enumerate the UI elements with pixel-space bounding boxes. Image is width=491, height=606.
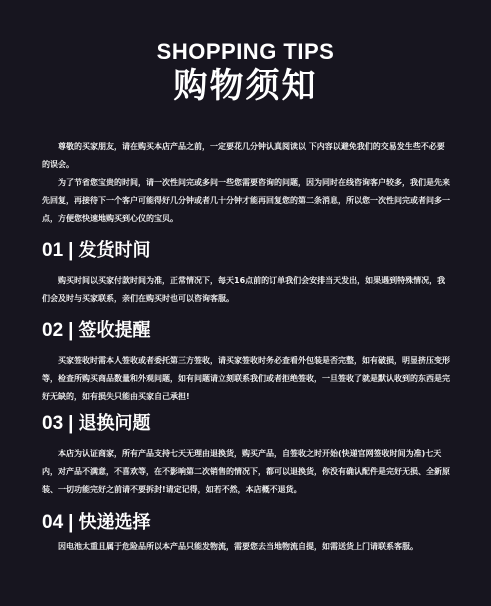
section-body: 因电池太重且属于危险品所以本产品只能发物流，需要您去当地物流自提，如需送货上门请联系客服。 [58, 542, 418, 551]
intro-paragraph-2: 为了节省您宝贵的时间，请一次性问完或多问一些您需要咨询的问题，因为同时在线咨询客户较多，我们是先来先回复，再接待下一个客户可能得好几分钟或者几十分钟才能再回复您的第二条消息，所以您一次性问完或者问多一点，方便您快速地购买到心仪的宝贝。 [42, 178, 450, 223]
section-heading [42, 411, 452, 437]
title-chinese: 购物须知 [173, 66, 318, 106]
title-english: SHOPPING TIPS [156, 39, 335, 64]
section-shipping-time [42, 238, 452, 308]
section-courier-choice [42, 510, 452, 556]
section-divider: | [68, 413, 74, 434]
section-body: 买家签收时需本人签收或者委托第三方签收，请买家签收时务必查看外包装是否完整，如有破损，明显挤压变形等，检查所购买商品数量和外观问题，如有问题请立刻联系我们或者拒绝签收，一旦签收了就是默认收到的东西是完好无缺的，如有损失只能由买家自己承担! [42, 356, 450, 401]
section-title: 发货时间 [78, 240, 151, 261]
section-body: 本店为认证商家，所有产品支持七天无理由退换货，购买产品，自签收之时开始(快递官网签收时间为准)七天内，对产品不满意，不喜欢等，在不影响第二次销售的情况下，都可以退换货，你没有确认配件是完好无损、全新原装、一切功能完好之前请不要拆封!请定记得，如若不然，本店概不退货。 [42, 449, 450, 494]
section-divider: | [68, 320, 74, 341]
section-heading [42, 238, 452, 264]
intro-block [42, 138, 452, 228]
section-returns [42, 411, 452, 499]
section-title: 退换问题 [78, 413, 151, 434]
section-number: 02 [42, 320, 64, 341]
section-number: 01 [42, 240, 64, 261]
section-number: 04 [42, 512, 64, 533]
section-divider: | [68, 512, 74, 533]
section-heading [42, 318, 452, 344]
section-number: 03 [42, 413, 64, 434]
section-title: 签收提醒 [78, 320, 151, 341]
section-receipt-reminder [42, 318, 452, 406]
intro-paragraph-1: 尊敬的买家朋友，请在购买本店产品之前，一定要花几分钟认真阅读以 下内容以避免我们的交易发生些不必要的误会。 [42, 142, 445, 169]
section-body: 购买时间以买家付款时间为准，正常情况下，每天16点前的订单我们会安排当天发出，如果遇到特殊情况，我们会及时与买家联系，亲们在购买时也可以咨询客服。 [42, 276, 446, 303]
section-heading [42, 510, 452, 536]
section-divider: | [68, 240, 74, 261]
section-title: 快递选择 [78, 512, 151, 533]
